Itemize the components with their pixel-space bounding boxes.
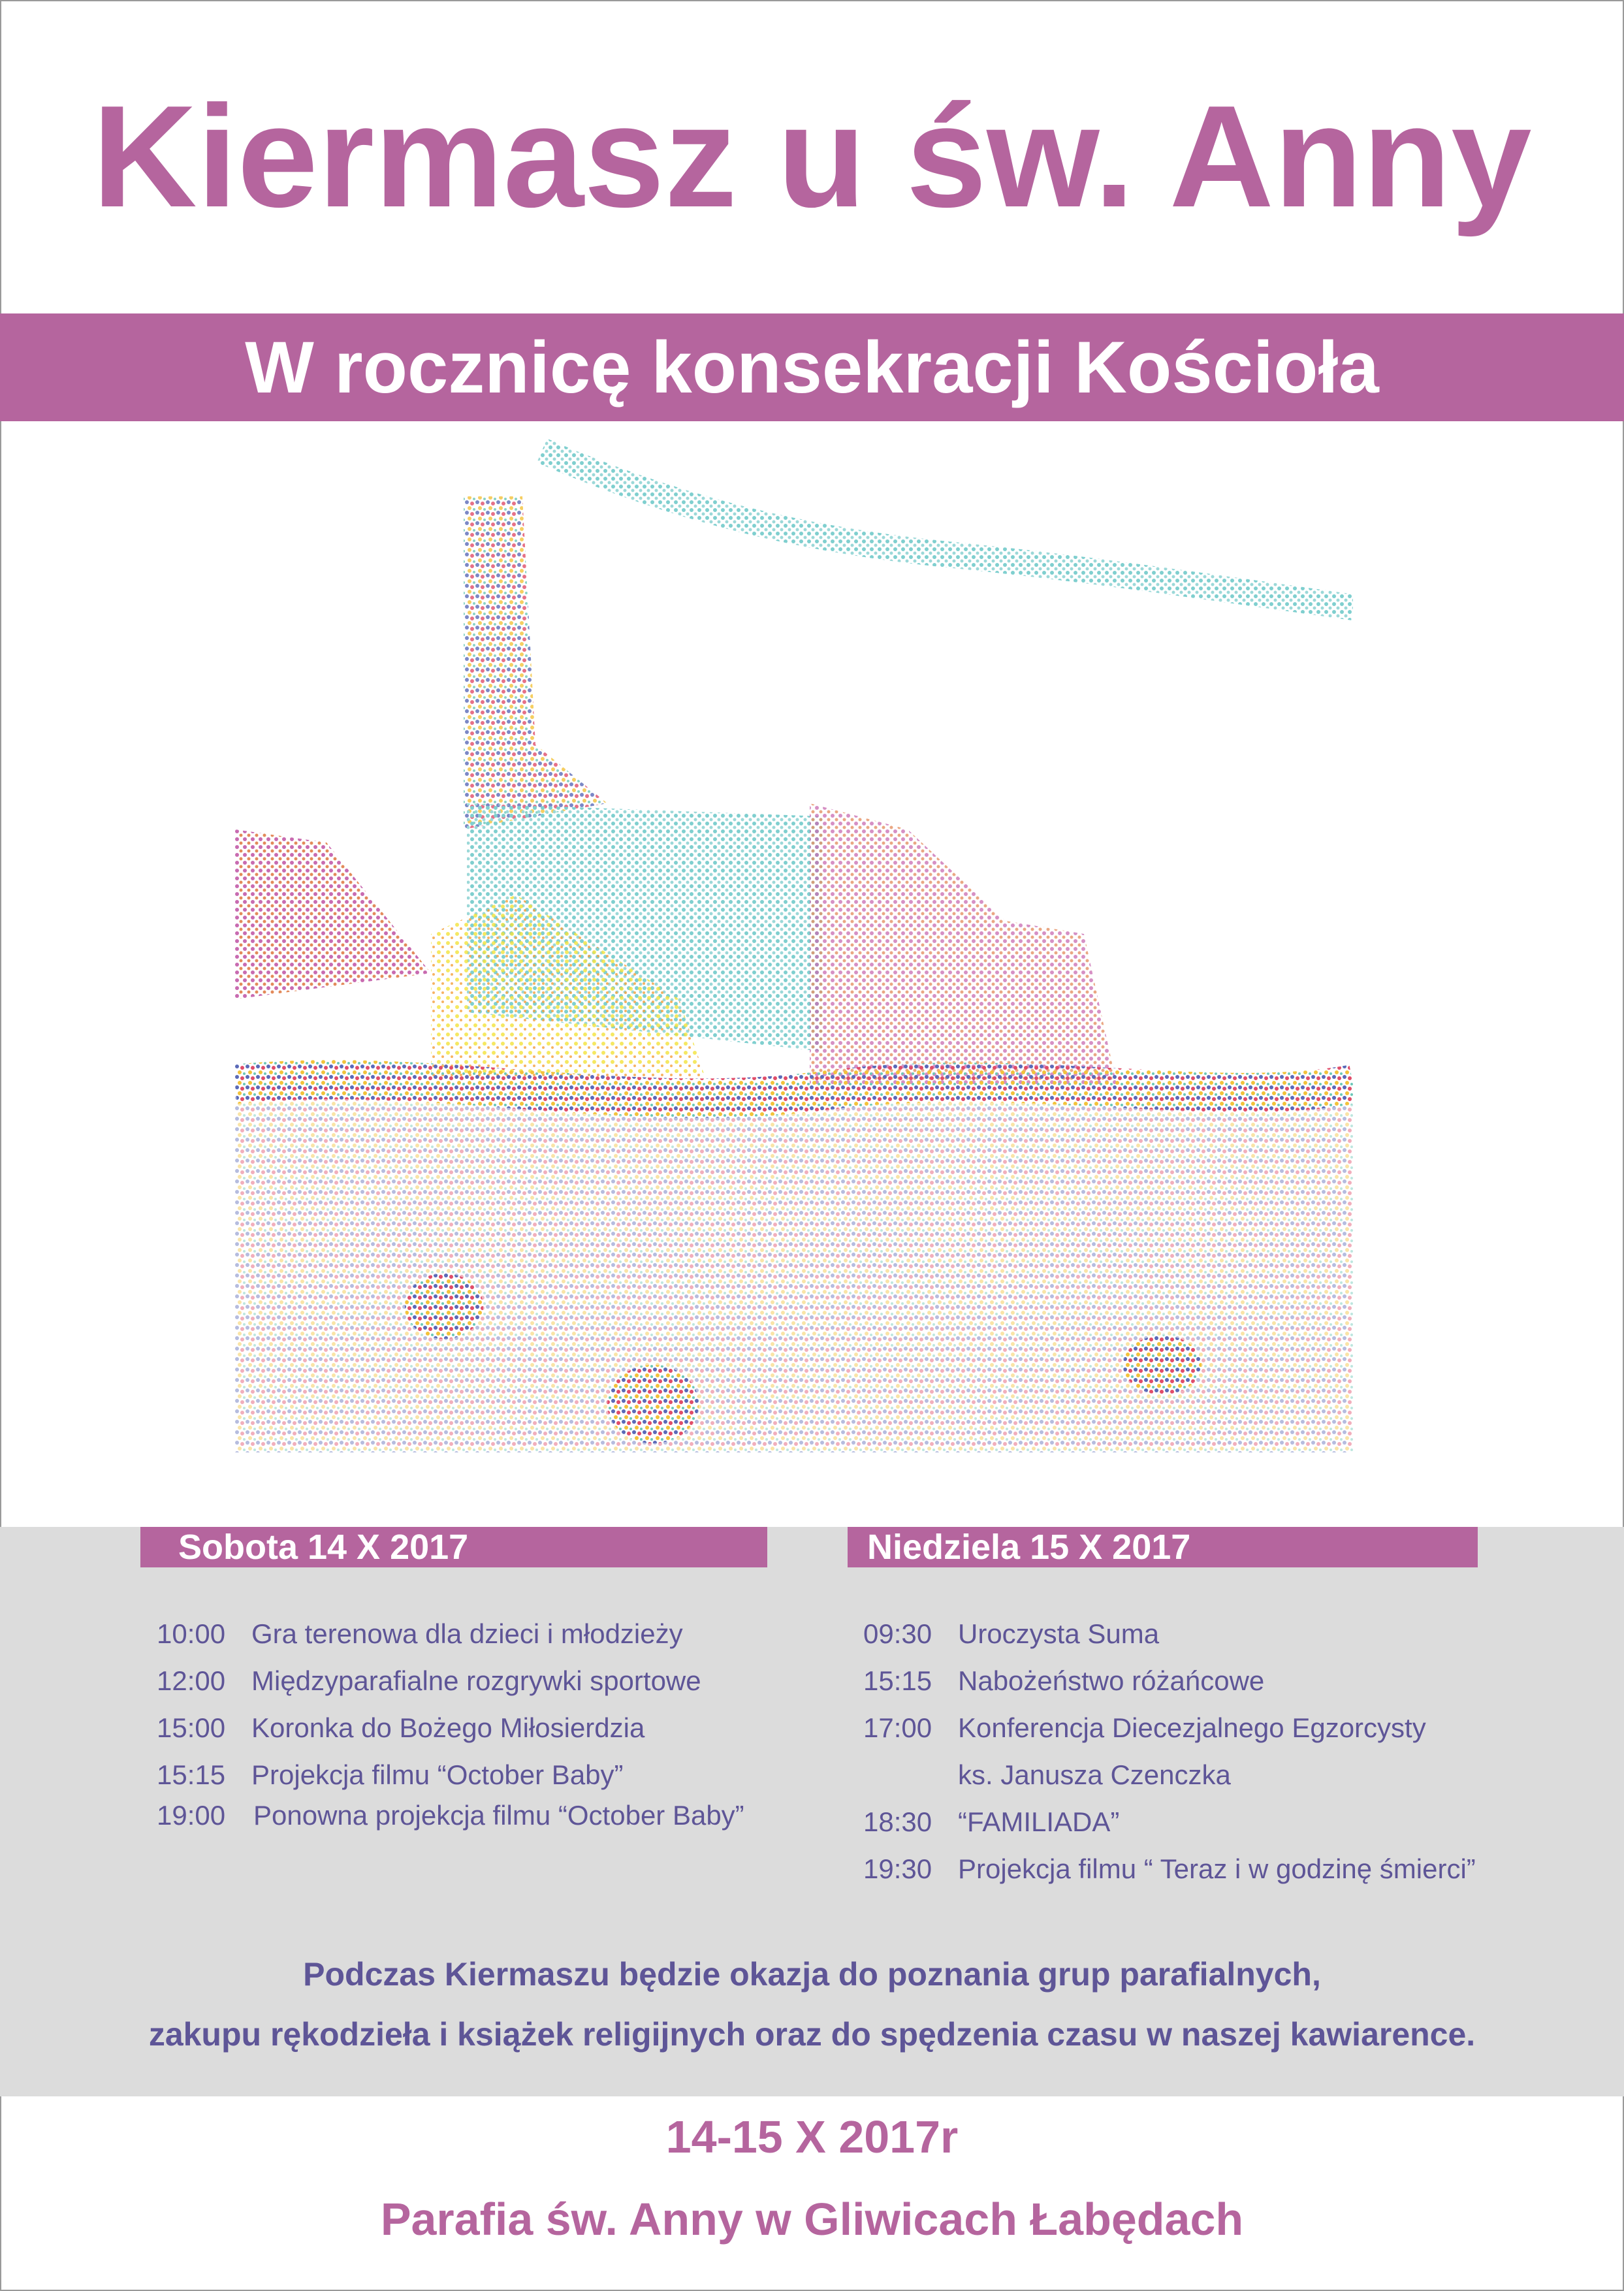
event-name: Projekcja filmu “October Baby” [251,1759,624,1790]
event-time: 09:30 [863,1618,932,1649]
parish-name: Parafia św. Anny w Gliwicach Łabędach [380,2194,1244,2245]
event-name: Ponowna projekcja filmu “October Baby” [253,1800,744,1831]
info-line-1: Podczas Kiermaszu będzie okazja do poznania grup parafialnych, [303,1956,1321,1993]
event-time: 19:30 [863,1853,932,1884]
event-name: Gra terenowa dla dzieci i młodzieży [251,1618,683,1649]
event-dates: 14-15 X 2017r [665,2111,959,2162]
event-name: Uroczysta Suma [958,1618,1160,1649]
poster-title: Kiermasz u św. Anny [92,76,1532,238]
event-time: 17:00 [863,1712,932,1743]
sunday-heading [848,1527,1478,1567]
subtitle-text: W rocznicę konsekracji Kościoła [245,327,1379,408]
event-time: 12:00 [157,1665,226,1696]
event-name: ks. Janusza Czenczka [958,1759,1231,1790]
info-line-2: zakupu rękodzieła i książek religijnych oraz do spędzenia czasu w naszej kawiarence. [148,2016,1476,2053]
saturday-heading [140,1527,767,1567]
saturday-heading-text: Sobota 14 X 2017 [178,1528,469,1567]
event-name: Koronka do Bożego Miłosierdzia [251,1712,645,1743]
schedule-panel [0,1527,1624,2096]
event-time: 10:00 [157,1618,226,1649]
event-name: Projekcja filmu “ Teraz i w godzinę śmierci” [958,1853,1476,1884]
sunday-heading-text: Niedziela 15 X 2017 [867,1528,1191,1567]
event-name: Międzyparafialne rozgrywki sportowe [251,1665,701,1696]
event-time: 15:00 [157,1712,226,1743]
event-time: 15:15 [863,1665,932,1696]
subtitle-banner [0,313,1624,421]
event-time: 19:00 [157,1800,226,1831]
event-time: 15:15 [157,1759,226,1790]
event-time: 18:30 [863,1806,932,1837]
church-illustration [235,438,1353,1452]
event-name: “FAMILIADA” [958,1806,1120,1837]
event-name: Konferencja Diecezjalnego Egzorcysty [958,1712,1426,1743]
event-name: Nabożeństwo różańcowe [958,1665,1265,1696]
